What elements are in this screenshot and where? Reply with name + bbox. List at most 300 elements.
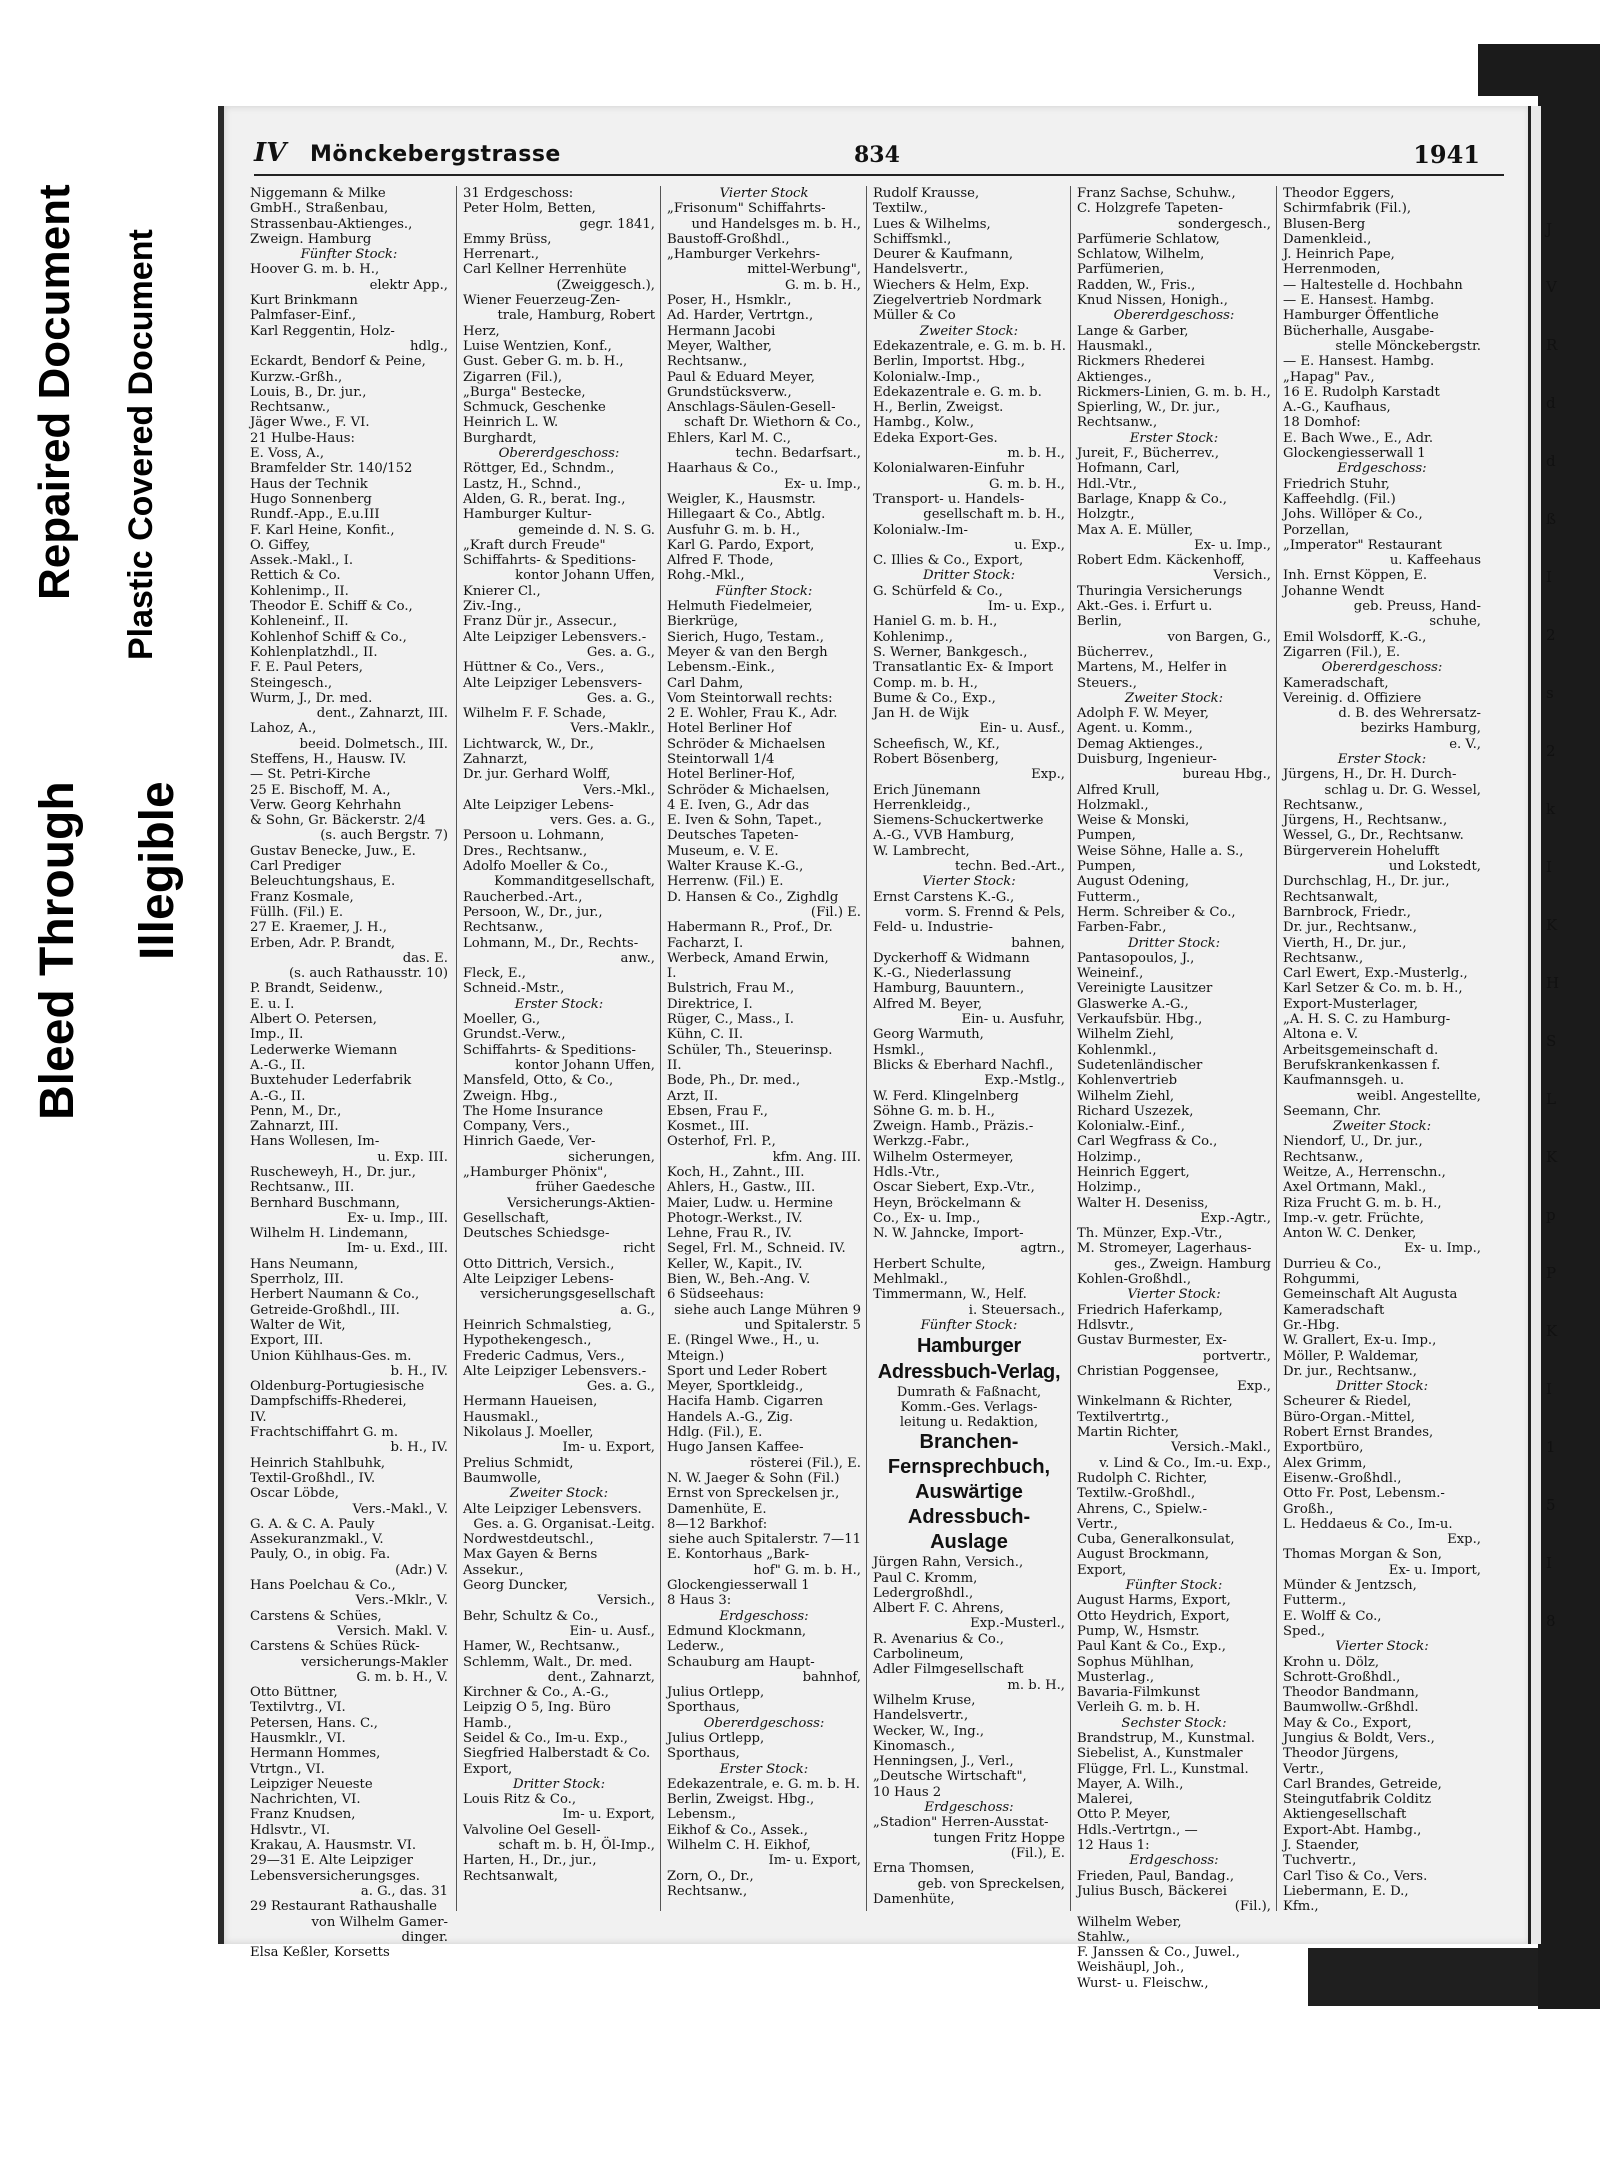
directory-line: H., Berlin, Zweigst. xyxy=(873,400,1004,416)
directory-line: Helmuth Fiedelmeier, xyxy=(667,599,813,615)
directory-line: Kirchner & Co., A.-G., xyxy=(463,1685,609,1701)
directory-line: Rickmers Rhederei xyxy=(1077,354,1205,370)
directory-line: 25 E. Bischoff, M. A., xyxy=(250,782,391,798)
directory-line: Koch, H., Zahnt., III. xyxy=(667,1165,805,1180)
directory-line: Lastz, H., Schnd., xyxy=(463,476,582,492)
directory-line: G. m. b. H., V. xyxy=(356,1669,448,1685)
directory-line: Leipzig O 5, Ing. Büro xyxy=(463,1700,611,1716)
directory-line: Im- u. Export, xyxy=(562,1807,655,1823)
directory-line: Gesellschaft, xyxy=(463,1210,550,1226)
directory-line: Gustav Benecke, Juw., E. xyxy=(250,843,416,859)
directory-line: Ehlers, Karl M. C., xyxy=(667,430,791,446)
directory-line: Ruscheweyh, H., Dr. jur., xyxy=(250,1165,417,1180)
directory-line: Textilvtrg., VI. xyxy=(250,1700,346,1716)
directory-line: Fünfter Stock: xyxy=(715,583,813,599)
directory-line: Frieden, Paul, Bandag., xyxy=(1077,1868,1235,1884)
directory-line: Hausmakl., xyxy=(1077,338,1153,354)
directory-line: Richard Uszezek, xyxy=(1077,1103,1194,1119)
directory-line: Grundst.-Verw., xyxy=(463,1027,566,1043)
directory-line: kfm. Ang. III. xyxy=(772,1149,861,1165)
directory-line: C. Holzgrefe Tapeten- xyxy=(1077,201,1223,217)
directory-line: Habermann R., Prof., Dr. xyxy=(667,920,833,936)
directory-line: Im- u. Exd., III. xyxy=(346,1241,448,1257)
directory-line: Kurzw.-Grßh., xyxy=(250,369,343,385)
directory-line: 18 Domhof: xyxy=(1283,415,1361,431)
directory-line: Transport- u. Handels- xyxy=(873,491,1025,507)
directory-line: May & Co., Export, xyxy=(1283,1715,1412,1731)
directory-line: „Imperator" Restaurant xyxy=(1283,537,1442,553)
directory-line: Imp., II. xyxy=(250,1027,304,1043)
directory-line: Zweiter Stock: xyxy=(509,1486,609,1502)
directory-line: Ernst Carstens K.-G., xyxy=(873,889,1015,905)
directory-line: Bürgerverein Hohelufft xyxy=(1283,843,1440,859)
directory-line: 16 E. Rudolph Karstadt xyxy=(1283,384,1440,400)
directory-line: Lehne, Frau R., IV. xyxy=(667,1226,792,1242)
directory-line: Hausmakl., xyxy=(463,1409,539,1425)
directory-line: Herrenkleidg., xyxy=(873,797,971,813)
directory-line: Obererdgeschoss: xyxy=(498,446,620,462)
directory-line: (s. auch Bergstr. 7) xyxy=(320,828,448,844)
directory-line: Wilhelm Ostermeyer, xyxy=(873,1149,1014,1165)
directory-line: Rudolf Krausse, xyxy=(873,186,980,201)
directory-line: Weishäupl, Joh., xyxy=(1077,1960,1185,1976)
directory-line: Bücherhalle, Ausgabe- xyxy=(1283,323,1434,339)
directory-line: i. Steuersach., xyxy=(968,1302,1065,1318)
directory-line: agtrn., xyxy=(1020,1241,1065,1257)
directory-line: Textilvertrtg., xyxy=(1077,1409,1170,1425)
directory-line: Segel, Frl. M., Schneid. IV. xyxy=(667,1241,846,1257)
directory-line: Raucherbed.-Art., xyxy=(463,889,583,905)
directory-line: Vtrtgn., VI. xyxy=(250,1761,325,1777)
directory-line: Möller, P. Waldemar, xyxy=(1283,1348,1419,1364)
directory-line: Rechtsanw., xyxy=(667,354,748,370)
directory-line: Kurt Brinkmann xyxy=(250,293,358,309)
directory-line: Gemeinschaft Alt Augusta xyxy=(1283,1287,1458,1303)
next-page-letter: 2 xyxy=(1546,626,1556,644)
directory-line: Jürgens, H., Dr. H. Durch- xyxy=(1283,767,1457,783)
directory-line: Jungius & Boldt, Vers., xyxy=(1283,1730,1435,1746)
directory-line: A.-G., II. xyxy=(250,1088,306,1104)
directory-line: Pumpen, xyxy=(1077,859,1136,875)
directory-line: Wurm, J., Dr. med. xyxy=(250,690,373,706)
directory-line: Meyer, Walther, xyxy=(667,338,772,354)
directory-line: Burghardt, xyxy=(463,430,537,446)
directory-line: Baumwolle, xyxy=(463,1470,542,1486)
directory-line: e. V., xyxy=(1449,736,1481,752)
directory-line: Sierich, Hugo, Testam., xyxy=(667,629,824,645)
directory-line: Wiechers & Helm, Exp. xyxy=(873,277,1030,293)
next-page-letter: I xyxy=(1546,1554,1552,1572)
next-page-letter: P xyxy=(1546,1264,1557,1282)
directory-line: Oscar Löbde, xyxy=(250,1486,339,1502)
label-bleed-through: Bleed Through xyxy=(31,781,84,1120)
directory-line: II. xyxy=(667,1057,682,1073)
label-plastic-covered: Plastic Covered Document xyxy=(122,229,160,660)
directory-line: L. Heddaeus & Co., Im-u. xyxy=(1283,1516,1453,1532)
directory-line: Rechtsanwalt, xyxy=(1283,889,1378,905)
directory-line: Schiffahrts- & Speditions- xyxy=(463,553,636,569)
directory-line: Julius Ortlepp, xyxy=(667,1685,765,1701)
directory-line: 21 Hulbe-Haus: xyxy=(250,430,355,446)
directory-line: Versich., xyxy=(1213,568,1271,584)
directory-line: b. H., IV. xyxy=(390,1440,448,1456)
directory-line: Johanne Wendt xyxy=(1283,583,1385,599)
directory-line: Nachrichten, VI. xyxy=(250,1792,361,1808)
directory-line: Hoover G. m. b. H., xyxy=(250,262,380,278)
directory-line: Kohlenimp., xyxy=(873,629,953,645)
directory-line: Vers.-Mklr., V. xyxy=(355,1593,448,1609)
directory-line: Aktienges., xyxy=(1077,369,1152,385)
directory-line: Ein- u. Ausfuhr, xyxy=(961,1012,1065,1028)
next-page-letter: s xyxy=(1546,684,1554,702)
directory-line: F. Karl Heine, Konfit., xyxy=(250,522,395,538)
next-page-letter: p xyxy=(1546,1206,1556,1224)
directory-line: mittel-Werbung", xyxy=(747,262,861,278)
directory-line: Wilhelm F. F. Schade, xyxy=(463,706,607,722)
directory-line: Schneid.-Mstr., xyxy=(463,981,565,997)
directory-line: Herm. Schreiber & Co., xyxy=(1077,904,1236,920)
directory-line: Direktrice, I. xyxy=(667,996,753,1012)
directory-columns xyxy=(250,186,1510,1991)
directory-line: 10 Haus 2 xyxy=(873,1784,942,1800)
directory-line: Steingutfabrik Colditz xyxy=(1283,1792,1432,1808)
directory-line: früher Gaedesche xyxy=(535,1180,655,1196)
directory-line: Kameradschaft, xyxy=(1283,675,1389,691)
directory-line: Kühn, C. II. xyxy=(667,1027,744,1043)
directory-line: Herz, xyxy=(463,323,500,339)
next-page-letter: I xyxy=(1546,858,1552,876)
directory-line: E. Iven & Sohn, Tapet., xyxy=(667,813,822,829)
directory-line: Walter H. Deseniss, xyxy=(1077,1195,1209,1211)
directory-line: Zweign. Hamburg xyxy=(250,231,372,247)
directory-line: Zigarren (Fil.), xyxy=(463,369,563,385)
directory-line: Sport und Leder Robert xyxy=(667,1363,827,1379)
directory-line: Louis Ritz & Co., xyxy=(463,1792,577,1808)
directory-line: Ges. a. G. Organisat.-Leitg. xyxy=(473,1516,655,1532)
directory-line: Im- u. Exp., xyxy=(987,599,1065,615)
directory-line: Rickmers-Linien, G. m. b. H., xyxy=(1077,384,1271,400)
directory-line: Parfümerien, xyxy=(1077,262,1165,278)
directory-line: dent., Zahnarzt, III. xyxy=(316,706,448,722)
directory-line: portvertr., xyxy=(1202,1348,1271,1364)
next-page-letter: ß xyxy=(1546,510,1557,528)
directory-line: Hdlg. (Fil.), E. xyxy=(667,1425,763,1441)
directory-line: schlag u. Dr. G. Wessel, xyxy=(1324,782,1481,798)
directory-line: Elsa Keßler, Korsetts xyxy=(250,1945,390,1961)
directory-line: Wiener Feuerzeug-Zen- xyxy=(463,293,621,309)
label-repaired-document: Repaired Document xyxy=(30,184,79,600)
directory-line: N. W. Jahncke, Import- xyxy=(873,1226,1024,1242)
directory-line: Baumwollw.-Grßhdl. xyxy=(1283,1700,1419,1716)
directory-line: Carbolineum, xyxy=(873,1647,964,1663)
directory-line: Ein- u. Ausf., xyxy=(569,1623,655,1639)
directory-line: Eckardt, Bendorf & Peine, xyxy=(250,354,426,370)
directory-line: Oscar Siebert, Exp.-Vtr., xyxy=(873,1180,1035,1196)
directory-line: Pump, W., Hsmstr. xyxy=(1077,1623,1200,1639)
directory-line: Barlage, Knapp & Co., xyxy=(1077,491,1227,507)
directory-line: Friedrich Stuhr, xyxy=(1283,476,1390,492)
directory-line: Dres., Rechtsanw., xyxy=(463,843,588,859)
directory-line: Schrott-Großhdl., xyxy=(1283,1669,1401,1685)
directory-line: Schüler, Th., Steuerinsp. xyxy=(667,1042,833,1058)
directory-line: Max Gayen & Berns xyxy=(463,1547,598,1563)
directory-line: Zweiter Stock: xyxy=(1124,690,1224,706)
directory-line: Maier, Ludw. u. Hermine xyxy=(667,1195,833,1211)
directory-line: Hausmklr., VI. xyxy=(250,1730,346,1746)
directory-line: W. Lambrecht, xyxy=(873,843,970,859)
directory-line: Deutsches Tapeten- xyxy=(667,828,799,844)
directory-line: Prelius Schmidt, xyxy=(463,1455,574,1471)
directory-line: Rechtsanw., xyxy=(250,400,331,416)
directory-line: Brandstrup, M., Kunstmal. xyxy=(1077,1730,1255,1746)
directory-line: Weitze, A., Herrenschn., xyxy=(1283,1165,1446,1180)
year: 1941 xyxy=(1413,140,1480,169)
directory-line: Adolfo Moeller & Co., xyxy=(463,859,609,875)
directory-line: Textil-Großhdl., IV. xyxy=(250,1470,376,1486)
directory-line: Mteign.) xyxy=(667,1348,725,1364)
directory-line: Vierth, H., Dr. jur., xyxy=(1283,935,1407,951)
directory-line: Dritter Stock: xyxy=(1335,1379,1429,1395)
directory-line: Paul & Eduard Meyer, xyxy=(667,369,815,385)
directory-line: Keller, W., Kapit., IV. xyxy=(667,1256,803,1272)
directory-line: Hdl.-Vtr., xyxy=(1077,476,1137,492)
directory-line: Hamburger Öffentliche xyxy=(1283,308,1439,324)
directory-line: Baustoff-Großhdl., xyxy=(667,231,790,247)
directory-line: Erdgeschoss: xyxy=(719,1608,809,1624)
directory-line: Assekuranzmakl., V. xyxy=(250,1532,384,1548)
directory-line: Rechtsanwalt, xyxy=(463,1868,558,1884)
directory-line: Damenkleid., xyxy=(1283,231,1372,247)
directory-line: Ziegelvertrieb Nordmark xyxy=(873,293,1042,309)
directory-line: Rüger, C., Mass., I. xyxy=(667,1012,794,1028)
directory-line: Kolonialwaren-Einfuhr xyxy=(873,461,1025,477)
directory-line: und Handelsges m. b. H., xyxy=(691,216,861,232)
directory-line: Karl Reggentin, Holz- xyxy=(250,323,395,339)
directory-line: Assek.-Makl., I. xyxy=(250,553,354,569)
directory-line: Eisenw.-Großhdl., xyxy=(1283,1470,1402,1486)
next-page-letter: k xyxy=(1546,800,1556,818)
directory-line: Behr, Schultz & Co., xyxy=(463,1608,599,1624)
directory-line: Dritter Stock: xyxy=(512,1776,606,1792)
directory-line: Hamburger Kultur- xyxy=(463,507,592,523)
directory-line: Imp.-v. getr. Früchte, xyxy=(1283,1210,1424,1226)
directory-line: Theodor Bandmann, xyxy=(1283,1685,1419,1701)
directory-line: Herbert Schulte, xyxy=(873,1256,986,1272)
directory-line: Export-Abt. Hambg., xyxy=(1283,1822,1422,1838)
directory-line: „Kraft durch Freude" xyxy=(463,537,606,553)
directory-line: Lange & Garber, xyxy=(1077,323,1189,339)
directory-line: E. Voss, A., xyxy=(250,446,325,462)
directory-line: Emil Wolsdorff, K.-G., xyxy=(1283,629,1427,645)
directory-line: Niendorf, U., Dr. jur., xyxy=(1283,1134,1423,1150)
directory-line: Franz Dür jr., Assecur., xyxy=(463,614,618,630)
ad-line-6: Adressbuch-Auslage xyxy=(907,1506,1031,1554)
directory-line: Leipziger Neueste xyxy=(250,1776,373,1792)
directory-line: Kinomasch., xyxy=(873,1738,955,1754)
directory-line: (Fil.) E. xyxy=(810,904,861,920)
directory-line: Barnbrock, Friedr., xyxy=(1283,904,1411,920)
directory-line: Glockengiesserwall 1 xyxy=(667,1578,810,1594)
next-page-letter: K xyxy=(1546,916,1558,934)
directory-line: Futterm., xyxy=(1283,1593,1347,1609)
directory-line: E. Wolff & Co., xyxy=(1283,1608,1382,1624)
directory-line: Berlin, Importst. Hbg., xyxy=(873,354,1026,370)
directory-line: — E. Hansest. Hambg. xyxy=(1283,293,1435,309)
directory-line: Kolonialw.-Imp., xyxy=(873,369,981,385)
directory-line: N. W. Jaeger & Sohn (Fil.) xyxy=(667,1470,840,1486)
directory-line: Robert Edm. Käckenhoff, xyxy=(1077,553,1245,569)
directory-line: — St. Petri-Kirche xyxy=(250,767,371,783)
directory-line: Schlatow, Wilhelm, xyxy=(1077,247,1205,263)
directory-line: Siemens-Schuckertwerke xyxy=(873,813,1044,829)
directory-line: August Harms, Export, xyxy=(1077,1593,1231,1609)
directory-line: Co., Ex- u. Imp., xyxy=(873,1210,981,1226)
directory-line: Walter Krause K.-G., xyxy=(667,859,804,875)
next-page-letter: L xyxy=(1546,1090,1556,1108)
directory-line: schaft m. b. H, Öl-Imp., xyxy=(498,1838,655,1854)
directory-line: Alte Leipziger Lebensvers.- xyxy=(463,1363,647,1379)
directory-line: Demag Aktienges., xyxy=(1077,736,1204,752)
directory-line: Anschlags-Säulen-Gesell- xyxy=(667,400,836,416)
directory-line: Ledergroßhdl., xyxy=(873,1585,974,1601)
directory-line: (Fil.), E. xyxy=(1010,1845,1065,1861)
directory-line: Versicherungs-Aktien- xyxy=(507,1195,655,1211)
directory-line: Krakau, A. Hausmstr. VI. xyxy=(250,1838,417,1854)
directory-line: kontor Johann Uffen, xyxy=(515,568,655,584)
column-6 xyxy=(1276,186,1481,1915)
directory-line: Berufskrankenkassen f. xyxy=(1283,1057,1441,1073)
directory-line: Holzimp., xyxy=(1077,1180,1142,1196)
directory-line: Johs. Willöper & Co., xyxy=(1283,507,1423,523)
directory-line: Thomas Morgan & Son, xyxy=(1283,1547,1442,1563)
directory-line: Lichtwarck, W., Dr., xyxy=(463,736,595,752)
directory-line: Alex Grimm, xyxy=(1283,1455,1367,1471)
directory-line: Luise Wentzien, Konf., xyxy=(463,338,612,354)
directory-line: Jureit, F., Bücherrev., xyxy=(1077,446,1220,462)
next-page-letter: H xyxy=(1546,974,1560,992)
directory-line: Walter de Wit, xyxy=(250,1317,346,1333)
directory-line: Eikhof & Co., Assek., xyxy=(667,1822,808,1838)
directory-line: Wilhelm Ziehl, xyxy=(1077,1027,1175,1043)
directory-line: Kolonialw.-Im- xyxy=(873,522,968,538)
directory-line: Erich Jünemann xyxy=(873,782,981,798)
directory-line: „Hamburger Phönix", xyxy=(463,1165,608,1180)
scanner-edge-top xyxy=(1478,44,1538,96)
label-illegible: Illegible xyxy=(131,781,184,960)
directory-line: Rohg.-Mkl., xyxy=(667,568,745,584)
street-name: Mönckebergstrasse xyxy=(310,142,561,167)
directory-line: Riza Frucht G. m. b. H., xyxy=(1283,1195,1442,1211)
directory-line: Albert O. Petersen, xyxy=(250,1012,377,1028)
directory-line: G. m. b. H., xyxy=(988,476,1065,492)
directory-line: Weigler, K., Hausmstr. xyxy=(667,491,816,507)
directory-line: „Hapag" Pav., xyxy=(1283,369,1375,385)
directory-line: Emmy Brüss, xyxy=(463,231,552,247)
directory-line: Kohlenplatzhdl., II. xyxy=(250,644,378,660)
directory-line: Bernhard Buschmann, xyxy=(250,1195,400,1211)
directory-line: G. m. b. H., xyxy=(784,277,861,293)
directory-line: Lues & Wilhelms, xyxy=(873,216,991,232)
directory-line: Füllh. (Fil.) E. xyxy=(250,904,344,920)
directory-line: Edekazentrale, e. G. m. b. H. xyxy=(667,1776,860,1792)
directory-line: hdlg., xyxy=(410,338,448,354)
directory-line: bahnhof, xyxy=(802,1669,861,1685)
directory-line: Sechster Stock: xyxy=(1121,1715,1227,1731)
directory-line: Hermann Hommes, xyxy=(250,1746,381,1762)
directory-line: Kommanditgesellschaft, xyxy=(494,874,655,890)
directory-line: richt xyxy=(623,1241,655,1257)
ad-publisher: Dumrath & Faßnacht, xyxy=(896,1385,1042,1401)
directory-line: Textilw.-Großhdl., xyxy=(1077,1486,1196,1502)
directory-line: Hermann Jacobi xyxy=(667,323,776,339)
directory-line: Haarhaus & Co., xyxy=(667,461,779,477)
directory-line: Kameradschaft xyxy=(1283,1302,1385,1318)
directory-line: von Bargen, G., xyxy=(1167,629,1271,645)
directory-line: Hillegaart & Co., Abtlg. xyxy=(667,507,826,523)
directory-line: Ahrens, C., Spielw.- xyxy=(1077,1501,1208,1517)
directory-line: A.-G., Kaufhaus, xyxy=(1283,400,1391,416)
directory-line: Schiffahrts- & Speditions- xyxy=(463,1042,636,1058)
directory-line: Erdgeschoss: xyxy=(924,1800,1014,1816)
directory-line: Rettich & Co. xyxy=(250,568,341,584)
directory-line: Ziv.-Ing., xyxy=(463,599,522,615)
directory-line: a. G., xyxy=(620,1302,655,1318)
directory-line: Versich.-Makl., xyxy=(1171,1440,1271,1456)
directory-line: Zahnarzt, xyxy=(463,751,528,767)
directory-line: Paul Kant & Co., Exp., xyxy=(1077,1639,1226,1655)
directory-line: — Haltestelle d. Hochbahn xyxy=(1283,277,1463,293)
directory-line: Vierter Stock xyxy=(719,186,809,201)
directory-line: Ex- u. Imp., xyxy=(784,476,861,492)
directory-line: — E. Hansest. Hambg. xyxy=(1283,354,1435,370)
directory-line: Steingesch., xyxy=(250,675,333,691)
directory-line: Ebsen, Frau F., xyxy=(667,1103,768,1119)
directory-line: Versich. Makl. V. xyxy=(336,1623,448,1639)
directory-line: Kfm., xyxy=(1283,1899,1319,1915)
directory-line: Adolph F. W. Meyer, xyxy=(1077,706,1209,722)
directory-line: Werkzg.-Fabr., xyxy=(873,1134,970,1150)
directory-line: Schröder & Michaelsen, xyxy=(667,782,830,798)
directory-line: Hambg., Kolw., xyxy=(873,415,975,431)
directory-line: Franz Sachse, Schuhw., xyxy=(1077,186,1236,201)
directory-line: Penn, M., Dr., xyxy=(250,1103,342,1119)
directory-line: E. (Ringel Wwe., H., u. xyxy=(667,1333,820,1349)
directory-line: Alte Leipziger Lebens- xyxy=(463,1272,614,1288)
directory-line: Otto Fr. Post, Lebensm.- xyxy=(1283,1486,1445,1502)
directory-line: Ausfuhr G. m. b. H., xyxy=(667,522,801,538)
directory-line: Vertr., xyxy=(1077,1516,1118,1532)
directory-line: Schlemm, Walt., Dr. med. xyxy=(463,1654,633,1670)
directory-line: Musterlag., xyxy=(1077,1669,1155,1685)
directory-line: Export, xyxy=(1077,1562,1127,1578)
directory-line: Vertr., xyxy=(1283,1761,1324,1777)
directory-line: a. G., das. 31 xyxy=(360,1883,448,1899)
directory-line: Fünfter Stock: xyxy=(1125,1578,1223,1594)
directory-line: Verleih G. m. b. H. xyxy=(1077,1700,1201,1716)
directory-line: Lebensm., xyxy=(667,1807,736,1823)
directory-line: b. H., IV. xyxy=(390,1363,448,1379)
directory-line: Vers.-Mkl., xyxy=(583,782,655,798)
directory-line: weibl. Angestellte, xyxy=(1356,1088,1481,1104)
directory-line: Alte Leipziger Lebens- xyxy=(463,797,614,813)
directory-line: Zweiter Stock: xyxy=(919,323,1019,339)
directory-line: F. Janssen & Co., Juwel., xyxy=(1077,1945,1240,1961)
directory-line: Rohgummi, xyxy=(1283,1272,1360,1288)
directory-line: Frachtschiffahrt G. m. xyxy=(250,1425,399,1441)
directory-line: Strassenbau-Aktienges., xyxy=(250,216,413,232)
next-page-edge xyxy=(1528,106,1541,1944)
directory-line: Poser, H., Hsmklr., xyxy=(667,293,792,309)
